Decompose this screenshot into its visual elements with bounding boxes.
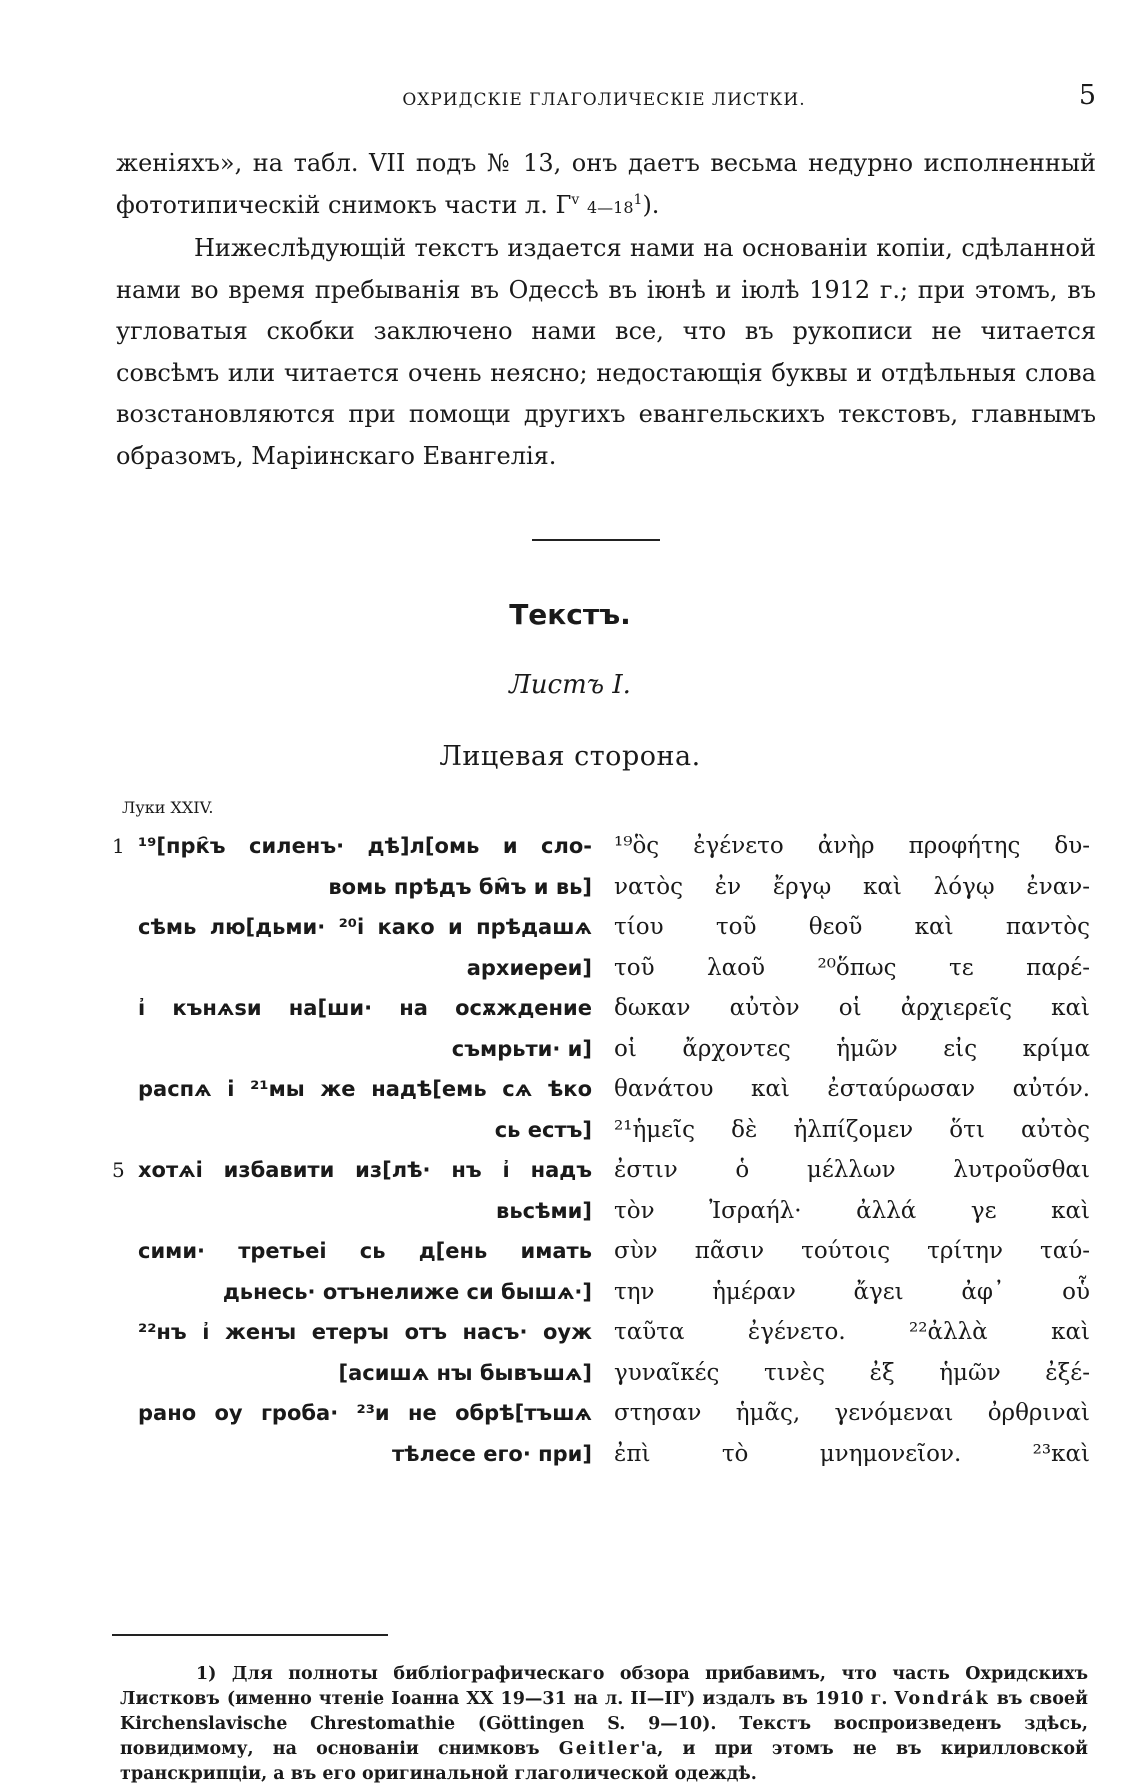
footnote-divider <box>112 1634 388 1636</box>
intro-p1-space <box>579 191 587 219</box>
footnote-part-a: 1) Для полноты библіографическаго обзора прибавимъ, что часть Охридскихъ Листковъ (именно чтеніе Іоанна XX 19—31 на л. II—II <box>120 1664 1088 1709</box>
slavonic-line-text: дьнесь· отънелиже си бышѧ·] <box>222 1279 592 1304</box>
footnote-part-d: 'а, и при этомъ не въ кирилловской транскрипціи, а въ его оригинальной глаголической одеждѣ. <box>120 1739 1088 1784</box>
greek-line: ἐπὶ τὸ μνημονεῖον. ²³καὶ <box>614 1440 1090 1467</box>
intro-paragraph-1 <box>116 143 1096 228</box>
greek-line: ¹⁹ὃς ἐγένετο ἀνὴρ προφήτης δυ- <box>614 833 1090 859</box>
slavonic-line <box>112 1191 592 1232</box>
greek-line: την ἡμέραν ἄγει ἀφ᾿ οὗ <box>614 1278 1090 1305</box>
greek-line: σὺν πᾶσιν τούτοις τρίτην ταύ- <box>614 1238 1090 1264</box>
slavonic-line <box>112 1069 592 1110</box>
slavonic-line-text: архиереи] <box>466 955 592 980</box>
footnote-part-b: ) издалъ въ 1910 г. <box>687 1689 895 1709</box>
line-number: 5 <box>112 1158 125 1182</box>
slavonic-line <box>112 988 592 1029</box>
leaf-heading: Листъ I. <box>509 670 631 700</box>
intro-p1-end: ). <box>642 190 660 219</box>
footnote-sup: v <box>680 1687 688 1701</box>
slavonic-line-text: съмрьти· и] <box>451 1036 592 1061</box>
greek-line: ἐστιν ὁ μέλλων λυτροῦσθαι <box>614 1157 1090 1183</box>
footnote-part-c: въ своей Kirchenslavische Chrestomathie (Göttingen S. 9—10). Текстъ воспроизведенъ здѣсь, повидимому, на основаніи снимковъ <box>120 1689 1088 1759</box>
slavonic-line <box>112 1434 592 1475</box>
slavonic-line <box>112 1150 592 1191</box>
slavonic-line-text: рано оу гроба· ²³и не обрѣ[тъшѧ <box>138 1401 592 1425</box>
footnote-author-geitler: Geitler <box>558 1739 641 1759</box>
greek-line: ²¹ἡμεῖς δὲ ἠλπίζομεν ὅτι αὐτὸς <box>614 1116 1090 1143</box>
page-number: 5 <box>1078 80 1096 111</box>
slavonic-line <box>112 867 592 908</box>
line-number: 1 <box>112 834 125 858</box>
greek-line: νατὸς ἐν ἔργῳ καὶ λόγῳ ἐναν- <box>614 873 1090 900</box>
slavonic-line-text: хотѧі избавити из[лѣ· нъ і҆ надъ <box>138 1158 592 1182</box>
greek-line: τοῦ λαοῦ ²⁰ὅπως τε παρέ- <box>614 954 1090 981</box>
slavonic-line-text: распѧ і ²¹мы же надѣ[емь сѧ ѣко <box>138 1077 592 1101</box>
footnote-ref: 1 <box>633 191 643 208</box>
greek-line: οἱ ἄρχοντες ἡμῶν εἰς κρίμα <box>614 1035 1090 1062</box>
greek-line: τίου τοῦ θεοῦ καὶ παντὸς <box>614 914 1090 940</box>
footnote <box>120 1662 1088 1787</box>
slavonic-line-text: вомь прѣдъ бм҄ъ и вь] <box>328 874 592 899</box>
running-header <box>112 80 1096 120</box>
intro-p1-range: 4—18 <box>586 197 634 217</box>
greek-line: γυναῖκές τινὲς ἐξ ἡμῶν ἐξέ- <box>614 1359 1090 1386</box>
slavonic-line <box>112 1353 592 1394</box>
book-reference: Луки XXIV. <box>122 798 214 817</box>
greek-column <box>614 826 1090 1474</box>
footnote-text <box>120 1662 1088 1787</box>
slavonic-line <box>112 948 592 989</box>
slavonic-line <box>112 1029 592 1070</box>
slavonic-line-text: сь естъ] <box>494 1117 592 1142</box>
slavonic-line-text: вьсѣми] <box>496 1198 592 1223</box>
slavonic-line-text: сѣмь лю[дьми· ²⁰і како и прѣдашѧ <box>138 915 592 939</box>
slavonic-line-text: тѣлесе его· при] <box>391 1441 592 1466</box>
slavonic-line-text: ²²нъ і҆ женꙑ етерꙑ отъ насъ· оуж <box>138 1320 592 1344</box>
slavonic-line <box>112 1272 592 1313</box>
intro-p1-text: женіяхъ», на табл. VII подъ № 13, онъ даетъ весьма недурно исполненный фототипическій снимокъ части л. Г <box>116 149 1096 219</box>
greek-line: στησαν ἡμᾶς, γενόμεναι ὀρθριναὶ <box>614 1400 1090 1426</box>
section-divider <box>532 539 660 541</box>
slavonic-line <box>112 1393 592 1434</box>
greek-line: θανάτου καὶ ἐσταύρωσαν αὐτόν. <box>614 1076 1090 1102</box>
slavonic-line-text: і҆ кънѧѕи на[ши· на осѫждение <box>138 996 592 1020</box>
greek-line: δωκαν αὐτὸν οἱ ἀρχιερεῖς καὶ <box>614 995 1090 1021</box>
slavonic-line-text: [асишѧ нꙑ бывъшѧ] <box>338 1360 592 1385</box>
slavonic-line <box>112 1312 592 1353</box>
slavonic-line-text: ¹⁹[прк҄ъ силенъ· дѣ]л[омь и сло- <box>138 834 592 858</box>
greek-line: ταῦτα ἐγένετο. ²²ἀλλὰ καὶ <box>614 1319 1090 1345</box>
greek-line: τὸν Ἰσραήλ· ἀλλά γε καὶ <box>614 1197 1090 1224</box>
intro-p1-sup-v: v <box>571 191 580 208</box>
slavonic-line <box>112 826 592 867</box>
footnote-author-vondrak: Vondrák <box>894 1689 990 1709</box>
intro-text <box>116 143 1096 477</box>
slavonic-line <box>112 907 592 948</box>
side-heading: Лицевая сторона. <box>439 741 701 772</box>
slavonic-column <box>112 826 592 1474</box>
intro-paragraph-2: Нижеслѣдующій текстъ издается нами на основаніи копіи, сдѣланной нами во время пребыванія въ Одессѣ въ іюнѣ и іюлѣ 1912 г.; при этомъ, въ угловатыя скобки заключено нами все, что въ рукописи не читается совсѣмъ или читается очень неясно; недостающія буквы и отдѣльныя слова возстановляются при помощи другихъ евангельскихъ текстовъ, главнымъ образомъ, Маріинскаго Евангелія. <box>116 234 1096 470</box>
slavonic-line-text: сими· третьеі сь д[ень имать <box>138 1239 592 1263</box>
running-title: ОХРИДСКІЕ ГЛАГОЛИЧЕСКІЕ ЛИСТКИ. <box>402 90 806 110</box>
slavonic-line <box>112 1110 592 1151</box>
slavonic-line <box>112 1231 592 1272</box>
section-heading: Текстъ. <box>509 598 631 631</box>
